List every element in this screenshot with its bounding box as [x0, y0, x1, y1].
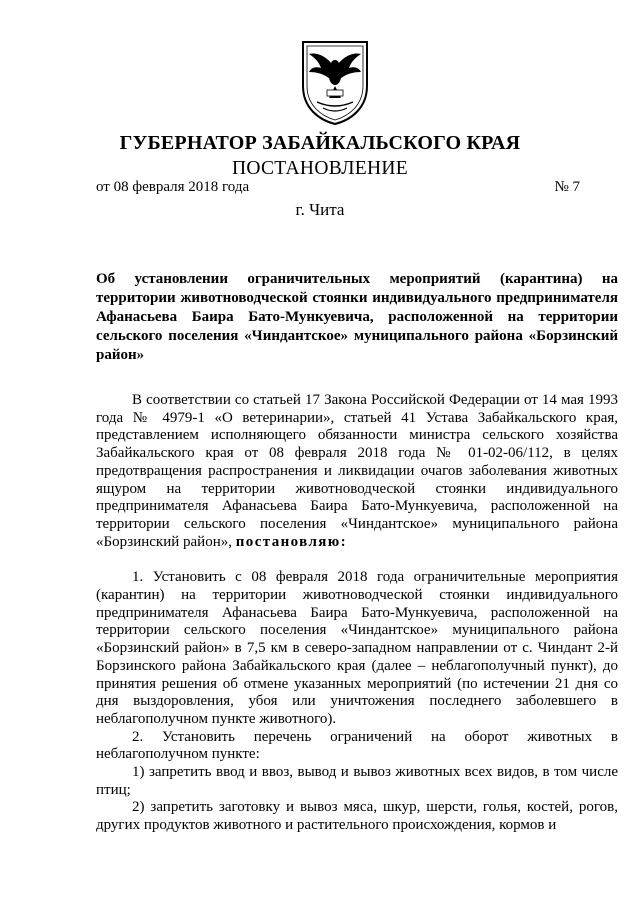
coat-of-arms-emblem: [297, 38, 373, 126]
document-city: г. Чита: [295, 200, 345, 219]
item-2-1: 1) запретить ввод и ввоз, вывод и вывоз животных всех видов, в том числе птиц;: [96, 764, 618, 798]
item-2: 2. Установить перечень ограничений на оборот животных в неблагополучном пункте:: [96, 728, 618, 763]
preamble-text: В соответствии со статьей 17 Закона Российской Федерации от 14 мая 1993 года № 4979-1 «О ветеринарии», статьей 41 Устава Забайкальского края, представлением исполняющего обязанности министра сельского хозяйства Забайкальского края от 08 февраля 2018 года № 01-02-06/112, в целях предотвращения распространения и ликвидации очагов заболевания животных ящуром на территории животноводческой стоянки индивидуального предпринимателя Афанасьева Баира Бато-Мункуевича, расположенной на территории сельского поселения «Чиндантское» муниципального района «Борзинский район»,: [96, 392, 618, 550]
document-title: Об установлении ограничительных мероприятий (карантина) на территории животноводческой стоянки индивидуального предпринимателя Афанасьева Баира Бато-Мункуевича, расположенной на территории сельского поселения «Чиндантское» муниципального района «Борзинский район»: [96, 271, 618, 363]
document-body: [96, 392, 618, 835]
item-1: 1. Установить с 08 февраля 2018 года ограничительные мероприятия (карантин) на территории животноводческой стоянки индивидуального предпринимателя Афанасьева Баира Бато-Мункуевича, расположенной на территории сельского поселения «Чиндантское» муниципального района «Борзинский район» в 7,5 км в северо-западном направлении от с. Чиндант 2-й Борзинского района Забайкальского края (далее – неблагополучный пункт), до принятия решения об отмене указанных мероприятий (по истечении 21 дня со дня выздоровления, убоя или уничтожения последнего заболевшего в неблагополучном пункте животного).: [96, 569, 618, 727]
item-2-2: 2) запретить заготовку и вывоз мяса, шкур, шерсти, голья, костей, рогов, других продуктов животного и растительного происхождения, кормов и: [96, 799, 618, 834]
preamble-paragraph: [96, 392, 618, 551]
resolve-word: постановляю:: [235, 533, 348, 550]
document-type: ПОСТАНОВЛЕНИЕ: [232, 158, 408, 179]
document-date: от 08 февраля 2018 года: [96, 179, 250, 195]
document-number: № 7: [554, 179, 580, 195]
governor-heading: ГУБЕРНАТОР ЗАБАЙКАЛЬСКОГО КРАЯ: [119, 132, 521, 154]
